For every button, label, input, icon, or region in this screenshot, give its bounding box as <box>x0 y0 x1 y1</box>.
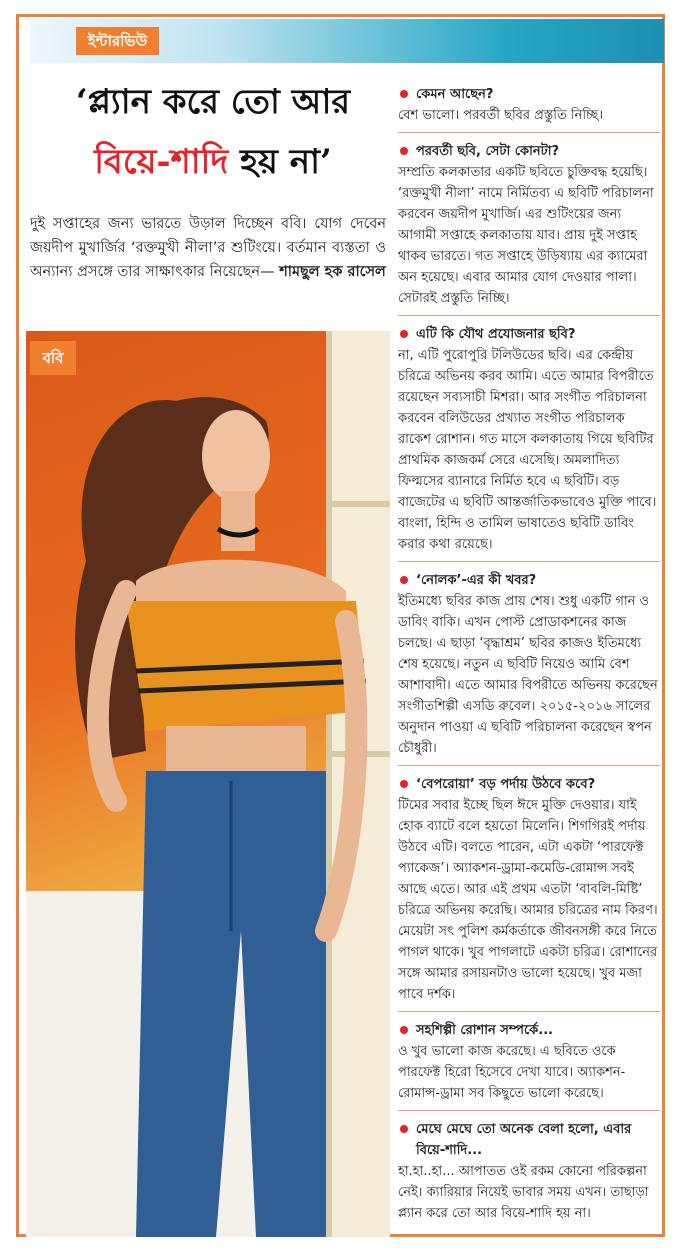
headline-line-1: ‘প্ল্যান করে তো আর <box>75 82 351 122</box>
qa-column <box>398 82 660 1230</box>
photo-caption-label: ববি <box>30 341 76 375</box>
qa-block <box>398 570 660 766</box>
headline-highlight: বিয়ে-শাদি <box>94 142 229 182</box>
qa-block <box>398 324 660 562</box>
divider <box>398 561 660 562</box>
divider <box>398 315 660 316</box>
answer: না, এটি পুরোপুরি টলিউডের ছবি। এর কেন্দ্রীয় চরিত্রে অভিনয় করব আমি। এতে আমার বিপরীতে রয়েছেন সব্যসাচী মিশরা। আর সংগীত পরিচালনা করবেন বলিউডের প্রখ্যাত সংগীত পরিচালক রাকেশ রোশান। গত মাসে কলকাতায় গিয়ে ছবিটির প্রাথমিক কাজকর্ম সেরে এসেছি। অমলাদিত্য ফিল্মসের ব্যানারে নির্মিত হবে এ ছবিটি। বড় বাজেটের এ ছবিটি আন্তর্জাতিকভাবেও মুক্তি পাবে। বাংলা, হিন্দি ও তামিল ভাষাতেও ছবিটি ডাবিং করার কথা রয়েছে। <box>398 348 657 552</box>
answer: টিমের সবার ইচ্ছে ছিল ঈদে মুক্তি দেওয়ার। যাই হোক ব্যাটে বলে হয়তো মিলেনি। শিগগিরই পর্দায় উঠবে এটি। বলতে পারেন, এটা একটা ‘পারফেক্ট প্যাকেজ’। অ্যাকশন-ড্রামা-কমেডি-রোমান্স সবই আছে এতে। আর এই প্রথম এতটা ‘বাবলি-মিষ্টি’ চরিত্রে অভিনয় করেছি। আমার চরিত্রের নাম কিরণ। মেয়েটা সৎ পুলিশ কর্মকর্তাকে জীবনসঙ্গী করে নিতে পাগল থাকে। খুব পাগলাটে একটা চরিত্র। রোশানের সঙ্গে আমার রসায়নটাও ভালো হয়েছে। খুব মজা পাবে দর্শক। <box>398 798 658 1002</box>
question: মেঘে মেঘে তো অনেক বেলা হলো, এবার বিয়ে-শাদি... <box>398 1119 660 1161</box>
section-tag: ইন্টারভিউ <box>76 27 159 55</box>
question: এটি কি যৌথ প্রযোজনার ছবি? <box>398 324 660 345</box>
divider <box>398 1011 660 1012</box>
question: কেমন আছেন? <box>398 84 660 105</box>
intro-text: দুই সপ্তাহের জন্য ভারতে উড়াল দিচ্ছেন ববি। যোগ দেবেন জয়দীপ মুখার্জির ‘রক্তমুখী নীলা’র শুটিংয়ে। বর্তমান ব্যস্ততা ও অন্যান্য প্রসঙ্গে তার সাক্ষাৎকার নিয়েছেন— <box>30 216 386 280</box>
question: সহশিল্পী রোশান সম্পর্কে... <box>398 1020 660 1041</box>
headline-rest: হয় না’ <box>228 142 332 182</box>
intro-paragraph <box>30 212 386 284</box>
portrait-photo <box>26 331 390 1237</box>
answer: সম্প্রতি কলকাতার একটি ছবিতে চুক্তিবদ্ধ হয়েছি। ‘রক্তমুখী নীলা’ নামে নির্মিতব্য এ ছবিটি পরিচালনা করবেন জয়দীপ মুখার্জি। এর শুটিংয়ের জন্য আগামী সপ্তাহে কলকাতায় যাব। প্রায় দুই সপ্তাহ থাকব ভারতে। গত সপ্তাহে উড়িষ্যায় এর ক্যামেরা অন হয়েছে। এবার আমার যোগ দেওয়ার পালা। সেটারই প্রস্তুতি নিচ্ছি। <box>398 165 654 306</box>
section-header <box>30 19 664 63</box>
qa-block <box>398 141 660 316</box>
divider <box>398 1110 660 1111</box>
question: পরবর্তী ছবি, সেটা কোনটা? <box>398 141 660 162</box>
portrait-illustration <box>26 331 390 1237</box>
qa-block <box>398 1119 660 1224</box>
answer: ইতিমধ্যে ছবির কাজ প্রায় শেষ। শুধু একটি গান ও ডাবিং বাকি। এখন পোস্ট প্রোডাকশনের কাজ চলছে। এ ছাড়া ‘বৃদ্ধাশ্রম’ ছবির কাজও ইতিমধ্যে শেষ হয়েছে। নতুন এ ছবিটি নিয়েও আমি বেশ আশাবাদী। এতে আমার বিপরীতে অভিনয় করেছেন সংগীতশিল্পী এসডি রুবেল। ২০১৫-২০১৬ সালের অনুদান পাওয়া এ ছবিটি পরিচালনা করেছেন স্বপন চৌধুরী। <box>398 594 658 756</box>
qa-block <box>398 84 660 133</box>
author-name: শামছুল হক রাসেল <box>279 264 386 280</box>
headline-line-2 <box>36 136 390 193</box>
divider <box>398 132 660 133</box>
question: ‘নোলক’-এর কী খবর? <box>398 570 660 591</box>
answer: ও খুব ভালো কাজ করেছে। এ ছবিতে ওকে পারফেক্ট হিরো হিসেবে দেখা যাবে। অ্যাকশন-রোমান্স-ড্রামা সব কিছুতে ভালো করেছে। <box>398 1044 626 1101</box>
qa-block <box>398 774 660 1012</box>
qa-block <box>398 1020 660 1111</box>
answer: বেশ ভালো। পরবর্তী ছবির প্রস্তুতি নিচ্ছি। <box>398 108 603 123</box>
answer: হা.হা..হা... আপাতত ওই রকম কোনো পরিকল্পনা নেই। ক্যারিয়ার নিয়েই ভাবার সময় এখন। তাছাড়া প্ল্যান করে তো আর বিয়ে-শাদি হয় না। <box>398 1164 649 1221</box>
question: ‘বেপরোয়া’ বড় পর্দায় উঠবে কবে? <box>398 774 660 795</box>
divider <box>398 765 660 766</box>
